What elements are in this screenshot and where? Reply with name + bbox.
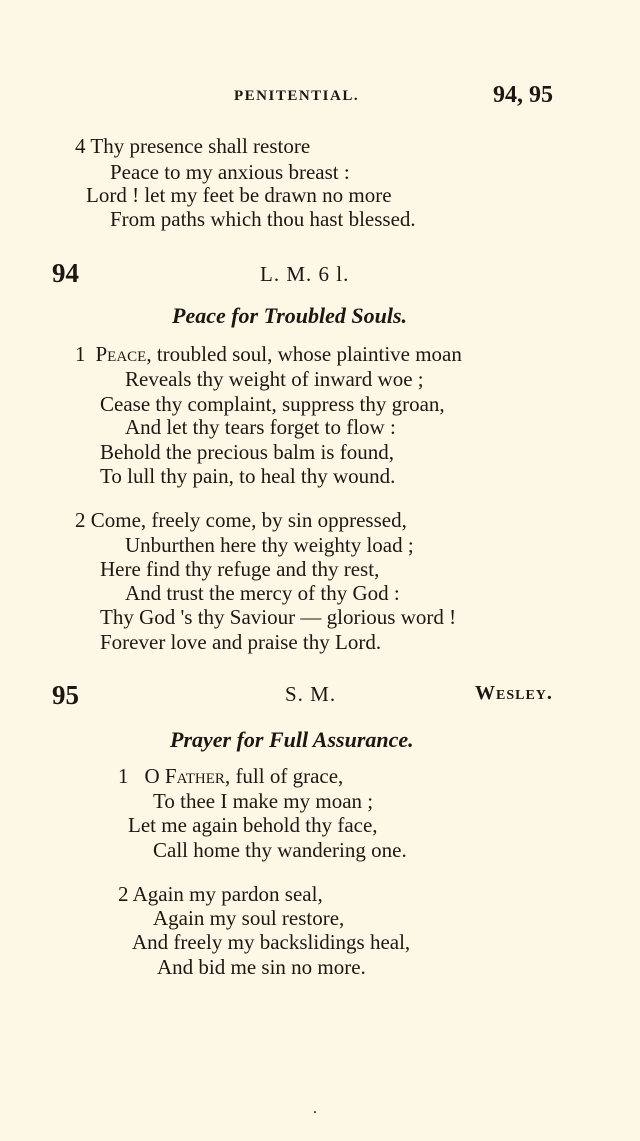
stanza-line: 4 Thy presence shall restore xyxy=(75,134,311,158)
stanza-line: Again my soul restore, xyxy=(153,906,345,930)
stanza-line xyxy=(75,342,462,366)
stanza-line: And let thy tears forget to flow : xyxy=(125,415,396,439)
running-head: PENITENTIAL. xyxy=(234,88,360,104)
hymn-meter: S. M. xyxy=(285,682,337,706)
first-word: Father xyxy=(164,764,225,788)
stanza-line: Cease thy complaint, suppress thy groan, xyxy=(100,392,445,416)
footer-mark: . xyxy=(313,1100,317,1117)
stanza-line: 2 Again my pardon seal, xyxy=(118,882,323,906)
stanza-line: From paths which thou hast blessed. xyxy=(110,207,416,231)
hymn-author: Wesley. xyxy=(475,682,553,704)
stanza-line: Forever love and praise thy Lord. xyxy=(100,630,382,654)
stanza-line: To thee I make my moan ; xyxy=(153,789,374,813)
stanza-line: And trust the mercy of thy God : xyxy=(125,581,400,605)
line-rest: , full of grace, xyxy=(224,764,344,788)
hymn-title: Prayer for Full Assurance. xyxy=(170,727,414,752)
stanza-line: Reveals thy weight of inward woe ; xyxy=(125,367,424,391)
stanza-number: 1 xyxy=(118,764,129,788)
stanza-line: Unburthen here thy weighty load ; xyxy=(125,533,414,557)
stanza-line: Behold the precious balm is found, xyxy=(100,440,394,464)
stanza-line: Here find thy refuge and thy rest, xyxy=(100,557,380,581)
stanza-line xyxy=(118,764,343,788)
first-word: Peace xyxy=(95,342,147,366)
hymn-title: Peace for Troubled Souls. xyxy=(172,303,408,328)
stanza-number: 1 xyxy=(75,342,86,366)
stanza-line: And freely my backslidings heal, xyxy=(132,930,411,954)
stanza-line: And bid me sin no more. xyxy=(157,955,366,979)
stanza-line: Thy God 's thy Saviour — glorious word ! xyxy=(100,605,457,629)
stanza-line: Call home thy wandering one. xyxy=(153,838,407,862)
page-numbers: 94, 95 xyxy=(493,82,553,108)
stanza-line: Lord ! let my feet be drawn no more xyxy=(86,183,392,207)
stanza-line: 2 Come, freely come, by sin oppressed, xyxy=(75,508,407,532)
hymn-meter: L. M. 6 l. xyxy=(260,262,350,286)
hymn-number: 94 xyxy=(52,258,79,288)
line-rest: , troubled soul, whose plaintive moan xyxy=(146,342,462,366)
stanza-line: Let me again behold thy face, xyxy=(128,813,378,837)
line-start: O xyxy=(144,764,165,788)
stanza-line: Peace to my anxious breast : xyxy=(110,160,350,184)
hymn-number: 95 xyxy=(52,680,79,710)
stanza-line: To lull thy pain, to heal thy wound. xyxy=(100,464,396,488)
